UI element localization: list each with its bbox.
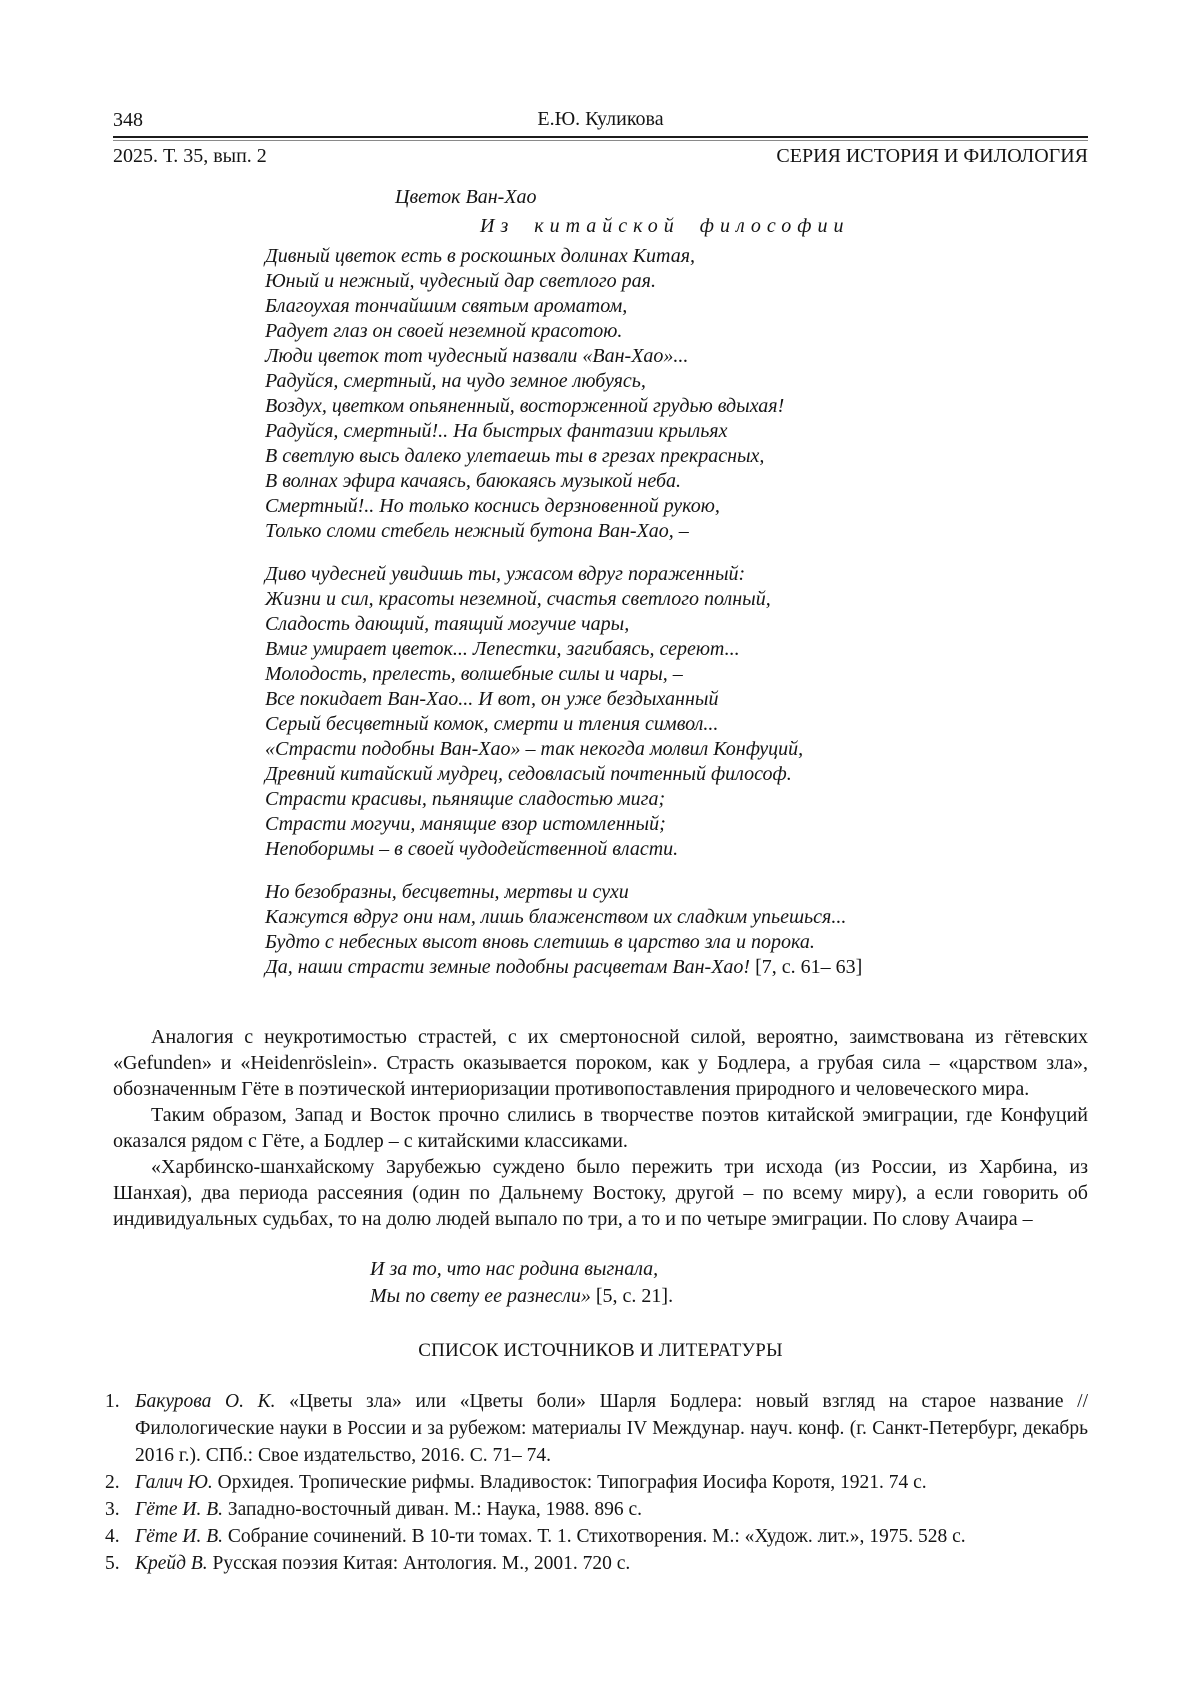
issue-info: 2025. Т. 35, вып. 2 — [113, 145, 267, 167]
poem-line: Радуйся, смертный!.. На быстрых фантазии крыльях — [265, 420, 728, 442]
quote-citation: [5, с. 21]. — [590, 1285, 674, 1307]
running-head-row-top — [113, 106, 1088, 133]
reference-body: Собрание сочинений. В 10-ти томах. Т. 1. Стихотворения. М.: «Худож. лит.», 1975. 528 с. — [227, 1526, 966, 1547]
reference-author: Гёте И. В. — [135, 1526, 228, 1547]
reference-text — [135, 1388, 1088, 1469]
poem-line: В светлую высь далеко улетаешь ты в грезах прекрасных, — [265, 445, 765, 467]
poem-line: Сладость дающий, таящий могучие чары, — [265, 613, 630, 635]
reference-item — [105, 1523, 1088, 1550]
poem-line: Будто с небесных высот вновь слетишь в царство зла и порока. — [265, 931, 815, 953]
reference-text — [135, 1523, 1088, 1550]
running-head-row-bottom — [113, 143, 1088, 169]
poem-line: Непоборимы – в своей чудодейственной власти. — [265, 838, 679, 860]
poem-title: Цветок Ван-Хао — [395, 186, 537, 208]
poem-stanza — [265, 244, 1088, 544]
poem-line: Страсти красивы, пьянящие сладостью мига; — [265, 788, 666, 810]
poem-line: Диво чудесней увидишь ты, ужасом вдруг пораженный: — [265, 563, 746, 585]
article-paragraphs — [113, 1024, 1088, 1232]
poem-subtitle: Из китайской философии — [480, 215, 850, 237]
poem-citation: [7, с. 61– 63] — [750, 956, 863, 978]
reference-text — [135, 1469, 1088, 1496]
reference-body: Орхидея. Тропические рифмы. Владивосток: Типография Иосифа Коротя, 1921. 74 с. — [217, 1472, 927, 1493]
poem-line: Серый бесцветный комок, смерти и тления символ... — [265, 713, 719, 735]
reference-body: Западно-восточный диван. М.: Наука, 1988. 896 с. — [227, 1499, 642, 1520]
poem — [265, 185, 1088, 980]
quote-line: И за то, что нас родина выгнала, — [370, 1258, 659, 1280]
paragraph: «Харбинско-шанхайскому Зарубежью суждено было пережить три исхода (из России, из Харбина, из Шанхая), два периода рассеяния (один по Дальнему Востоку, другой – по всему миру), а если говорить об индивидуальных судьбах, то на долю людей выпало по три, а то и по четыре эмиграции. По слову Ачаира – — [113, 1156, 1088, 1230]
reference-author: Крейд В. — [135, 1553, 213, 1574]
verse-quote — [370, 1256, 1088, 1310]
poem-line: Смертный!.. Но только коснись дерзновенной рукою, — [265, 495, 720, 517]
reference-text — [135, 1550, 1088, 1577]
poem-line: Юный и нежный, чудесный дар светлого рая. — [265, 270, 656, 292]
poem-line: «Страсти подобны Ван-Хао» – так некогда молвил Конфуций, — [265, 738, 804, 760]
reference-author: Галич Ю. — [135, 1472, 218, 1493]
reference-number: 1. — [105, 1391, 120, 1412]
poem-line: Вмиг умирает цветок... Лепестки, загибаясь, сереют... — [265, 638, 740, 660]
quote-line: Мы по свету ее разнесли» [5, с. 21]. — [370, 1285, 674, 1307]
poem-line: Все покидает Ван-Хао... И вот, он уже бездыханный — [265, 688, 719, 710]
poem-line: Страсти могучи, манящие взор истомленный; — [265, 813, 666, 835]
reference-number: 4. — [105, 1526, 120, 1547]
paragraph: Аналогия с неукротимостью страстей, с их смертоносной силой, вероятно, заимствована из гётевских «Gefunden» и «Heidenröslein». Страсть оказывается пороком, как у Бодлера, а грубая сила – «царством зла», обозначенным Гёте в поэтической интериоризации противопоставления природного и человеческого мира. — [113, 1026, 1088, 1100]
poem-line: Молодость, прелесть, волшебные силы и чары, – — [265, 663, 683, 685]
reference-author: Бакурова О. К. — [135, 1391, 290, 1412]
reference-text — [135, 1496, 1088, 1523]
references-heading: СПИСОК ИСТОЧНИКОВ И ЛИТЕРАТУРЫ — [418, 1340, 783, 1361]
reference-item — [105, 1496, 1088, 1523]
poem-line: Благоухая тончайшим святым ароматом, — [265, 295, 628, 317]
poem-line: Но безобразны, бесцветны, мертвы и сухи — [265, 881, 629, 903]
running-head — [113, 106, 1088, 169]
poem-line: Люди цветок тот чудесный назвали «Ван-Хао»... — [265, 345, 689, 367]
references-list — [105, 1388, 1088, 1577]
poem-line: Кажутся вдруг они нам, лишь блаженством их сладким упьешься... — [265, 906, 847, 928]
reference-body: «Цветы зла» или «Цветы боли» Шарля Бодлера: новый взгляд на старое название // Филологические науки в России и за рубежом: материалы IV Междунар. науч. конф. (г. Санкт-Петербург, декабрь 2016 г.). СПб.: Свое издательство, 2016. С. 71– 74. — [135, 1391, 1088, 1466]
reference-number: 2. — [105, 1472, 120, 1493]
poem-body — [265, 244, 1088, 980]
reference-item — [105, 1388, 1088, 1469]
reference-author: Гёте И. В. — [135, 1499, 228, 1520]
running-head-author: Е.Ю. Куликова — [537, 108, 664, 130]
reference-number: 3. — [105, 1499, 120, 1520]
reference-item — [105, 1550, 1088, 1577]
poem-stanza — [265, 562, 1088, 862]
poem-line: Воздух, цветком опьяненный, восторженной грудью вдыхая! — [265, 395, 785, 417]
poem-line: Только сломи стебель нежный бутона Ван-Хао, – — [265, 520, 689, 542]
reference-number: 5. — [105, 1553, 120, 1574]
reference-body: Русская поэзия Китая: Антология. М., 2001. 720 с. — [212, 1553, 631, 1574]
poem-line: Да, наши страсти земные подобны расцветам Ван-Хао! [7, с. 61– 63] — [265, 956, 863, 978]
poem-stanza — [265, 880, 1088, 980]
paragraph: Таким образом, Запад и Восток прочно слились в творчестве поэтов китайской эмиграции, где Конфуций оказался рядом с Гёте, а Бодлер – с китайскими классиками. — [113, 1104, 1088, 1152]
poem-line: Радуйся, смертный, на чудо земное любуясь, — [265, 370, 646, 392]
poem-line: В волнах эфира качаясь, баюкаясь музыкой неба. — [265, 470, 682, 492]
page-number: 348 — [113, 109, 143, 131]
poem-line: Дивный цветок есть в роскошных долинах Китая, — [265, 245, 695, 267]
header-rule — [113, 136, 1088, 141]
poem-line: Древний китайский мудрец, седовласый почтенный философ. — [265, 763, 792, 785]
poem-line: Жизни и сил, красоты неземной, счастья светлого полный, — [265, 588, 771, 610]
reference-item — [105, 1469, 1088, 1496]
series-title: СЕРИЯ ИСТОРИЯ И ФИЛОЛОГИЯ — [776, 145, 1088, 167]
poem-line: Радует глаз он своей неземной красотою. — [265, 320, 623, 342]
